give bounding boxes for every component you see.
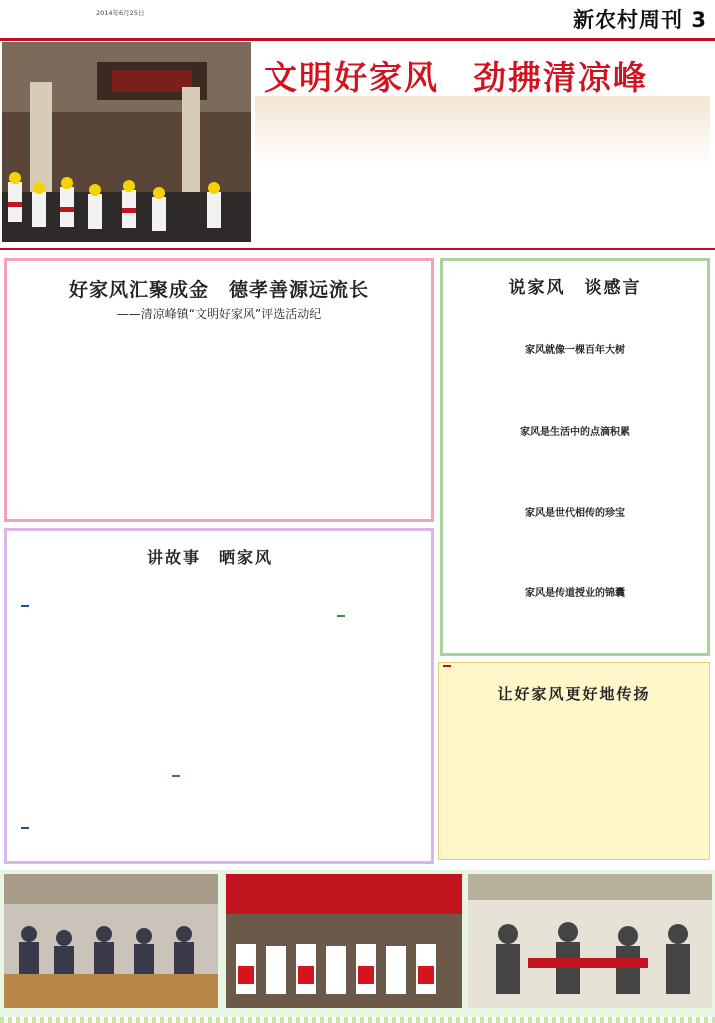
story-column-1 <box>15 623 113 783</box>
section-title: 新农村周刊 3 <box>573 8 707 32</box>
talk-paragraph-3 <box>453 520 697 578</box>
story-frame <box>4 528 434 864</box>
story-tag-2 <box>21 827 29 829</box>
story-column-4 <box>327 635 425 845</box>
talk-family-frame <box>440 258 710 656</box>
memo-box <box>438 662 710 860</box>
memo-tag <box>443 665 451 667</box>
article-column-4 <box>330 341 426 517</box>
section-divider <box>0 248 715 250</box>
story-tag-4 <box>337 615 345 617</box>
hero-photo <box>2 42 251 242</box>
memo-column-right <box>579 711 701 843</box>
talk-subhead-1: 家风就像一棵百年大树 <box>525 345 625 356</box>
story-column-2 <box>119 579 217 855</box>
article-title: 好家风汇聚成金 德孝善源远流长 <box>68 279 369 301</box>
temple-children-photo <box>2 42 251 242</box>
article-subtitle: ——清凉峰镇“文明好家风”评选活动纪 <box>116 307 322 321</box>
story-column-3 <box>223 579 321 855</box>
talk-title: 说家风 谈感言 <box>508 278 642 298</box>
article-column-1 <box>21 341 117 517</box>
talk-subhead-2: 家风是生活中的点滴积累 <box>520 427 630 438</box>
talk-paragraph-2 <box>453 439 697 499</box>
talk-subhead-3: 家风是世代相传的珍宝 <box>525 508 625 519</box>
story-title: 讲故事 晒家风 <box>147 548 274 567</box>
story-tag-3 <box>172 775 180 777</box>
memo-title: 让好家风更好地传扬 <box>497 685 651 703</box>
bottom-photo-2 <box>226 874 462 1008</box>
article-column-2 <box>124 341 220 517</box>
bottom-photo-3 <box>468 874 712 1008</box>
talk-paragraph-4 <box>453 600 697 640</box>
talk-paragraph-1 <box>453 357 697 417</box>
hero-headline-part1: 文明好家风 <box>264 58 439 97</box>
masthead <box>0 0 715 41</box>
article-column-3 <box>227 341 323 517</box>
talk-subhead-4: 家风是传道授业的锦囊 <box>525 588 625 599</box>
bottom-photo-1 <box>4 874 218 1008</box>
hero-headline-part2: 劲拂清凉峰 <box>473 58 648 97</box>
hero-intro-text <box>386 146 706 226</box>
hero-headline <box>264 52 709 102</box>
article-good-family-frame <box>4 258 434 522</box>
story-tag-1 <box>21 605 29 607</box>
story-intro <box>15 549 113 589</box>
memo-column-left <box>449 711 569 843</box>
decorative-dots <box>0 1017 715 1023</box>
issue-date: 2014年6月25日 <box>96 9 145 17</box>
